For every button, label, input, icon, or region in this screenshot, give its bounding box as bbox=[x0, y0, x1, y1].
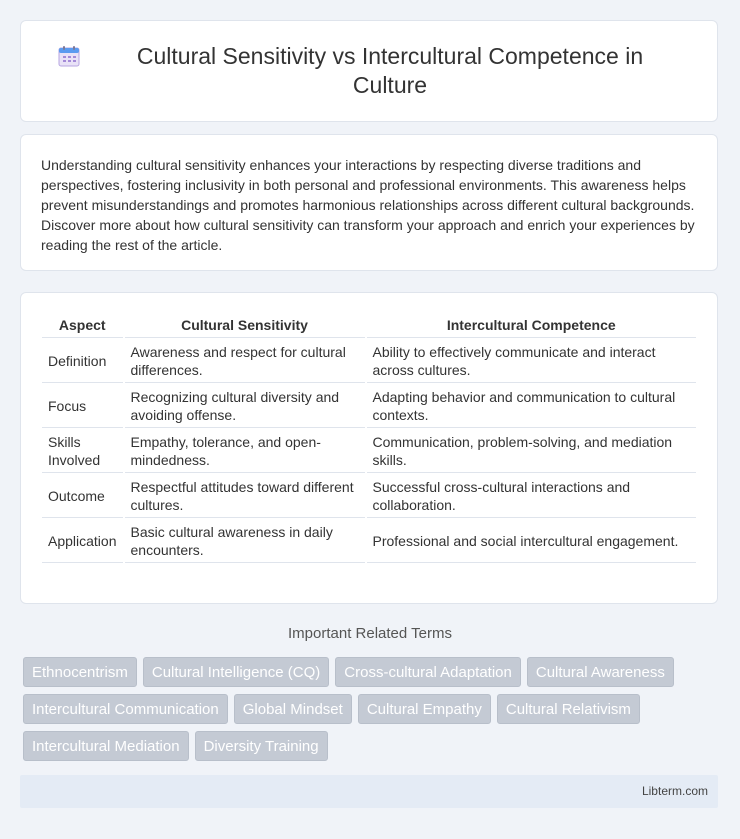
row-cultural-sensitivity: Awareness and respect for cultural differences. bbox=[125, 340, 365, 383]
term-tag[interactable]: Cross-cultural Adaptation bbox=[335, 657, 521, 687]
table-row bbox=[42, 520, 696, 563]
term-tag[interactable]: Intercultural Mediation bbox=[23, 731, 189, 761]
row-cultural-sensitivity: Respectful attitudes toward different cultures. bbox=[125, 475, 365, 518]
row-aspect: Skills Involved bbox=[42, 430, 123, 473]
row-cultural-sensitivity: Empathy, tolerance, and open-mindedness. bbox=[125, 430, 365, 473]
term-tag[interactable]: Cultural Relativism bbox=[497, 694, 640, 724]
row-cultural-sensitivity: Basic cultural awareness in daily encounters. bbox=[125, 520, 365, 563]
row-intercultural-competence: Professional and social intercultural engagement. bbox=[367, 520, 697, 563]
intro-card bbox=[20, 134, 718, 271]
header-intercultural-competence: Intercultural Competence bbox=[367, 313, 697, 338]
comparison-card bbox=[20, 292, 718, 604]
header-aspect: Aspect bbox=[42, 313, 123, 338]
intro-paragraph: Understanding cultural sensitivity enhances your interactions by respecting diverse traditions and perspectives, fostering inclusivity in both personal and professional environments. This awareness helps prevent misunderstandings and promotes harmonious relationships across different cultural backgrounds. Discover more about how cultural sensitivity can transform your approach and enrich your experiences by reading the rest of the article. bbox=[41, 157, 695, 253]
title-card bbox=[20, 20, 718, 122]
term-tag[interactable]: Ethnocentrism bbox=[23, 657, 137, 687]
term-tag[interactable]: Cultural Intelligence (CQ) bbox=[143, 657, 329, 687]
term-tag[interactable]: Cultural Empathy bbox=[358, 694, 491, 724]
term-tag[interactable]: Diversity Training bbox=[195, 731, 328, 761]
row-intercultural-competence: Ability to effectively communicate and interact across cultures. bbox=[367, 340, 697, 383]
footer-site-link[interactable]: Libterm.com bbox=[641, 784, 708, 798]
table-row bbox=[42, 385, 696, 428]
table-row bbox=[42, 340, 696, 383]
row-aspect: Outcome bbox=[42, 475, 123, 518]
term-tag[interactable]: Intercultural Communication bbox=[23, 694, 228, 724]
footer bbox=[20, 775, 718, 808]
page-title: Cultural Sensitivity vs Intercultural Competence in Culture bbox=[136, 43, 644, 98]
row-aspect: Application bbox=[42, 520, 123, 563]
header-cultural-sensitivity: Cultural Sensitivity bbox=[125, 313, 365, 338]
related-terms-heading: Important Related Terms bbox=[288, 625, 452, 642]
row-cultural-sensitivity: Recognizing cultural diversity and avoiding offense. bbox=[125, 385, 365, 428]
term-tag[interactable]: Cultural Awareness bbox=[527, 657, 674, 687]
title-wrap bbox=[49, 42, 689, 100]
calendar-icon bbox=[58, 45, 80, 67]
table-row bbox=[42, 430, 696, 473]
table-row bbox=[42, 475, 696, 518]
row-aspect: Definition bbox=[42, 340, 123, 383]
related-terms-list bbox=[23, 657, 723, 768]
comparison-table bbox=[40, 311, 698, 565]
table-header-row bbox=[42, 313, 696, 338]
row-intercultural-competence: Adapting behavior and communication to cultural contexts. bbox=[367, 385, 697, 428]
term-tag[interactable]: Global Mindset bbox=[234, 694, 352, 724]
row-intercultural-competence: Communication, problem-solving, and mediation skills. bbox=[367, 430, 697, 473]
row-intercultural-competence: Successful cross-cultural interactions and collaboration. bbox=[367, 475, 697, 518]
row-aspect: Focus bbox=[42, 385, 123, 428]
